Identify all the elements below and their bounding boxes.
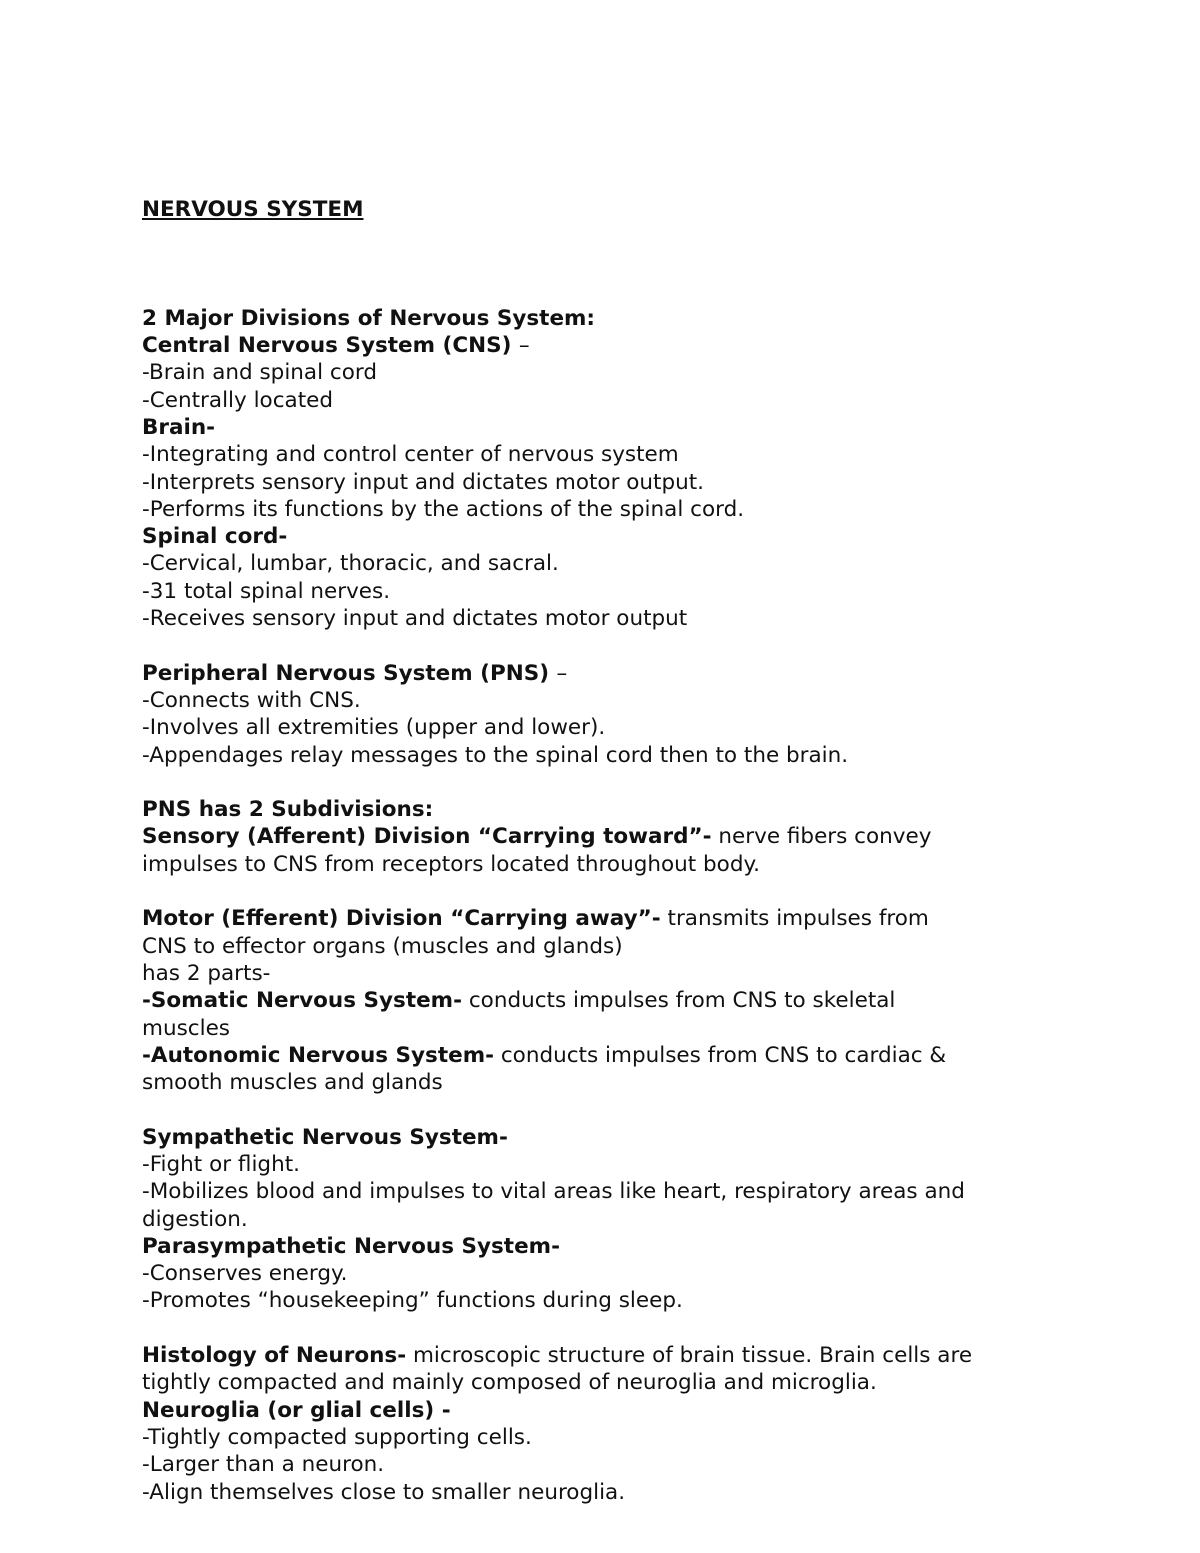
- body-text: -Interprets sensory input and dictates motor output.: [142, 469, 705, 495]
- bold-text: Parasympathetic Nervous System-: [142, 1233, 560, 1259]
- text-line: [142, 496, 1082, 523]
- text-line: [142, 1069, 1082, 1096]
- body-text: -Mobilizes blood and impulses to vital areas like heart, respiratory areas and: [142, 1179, 965, 1205]
- text-line: [142, 359, 1082, 386]
- text-line: [142, 960, 1082, 987]
- body-text: -Integrating and control center of nervous system: [142, 442, 679, 468]
- body-text: -Larger than a neuron.: [142, 1452, 385, 1478]
- blank-line: [142, 769, 1082, 796]
- text-line: [142, 1451, 1082, 1478]
- bold-text: Sensory (Afferent) Division “Carrying toward”-: [142, 824, 712, 850]
- text-line: [142, 1369, 1082, 1396]
- bold-text: Central Nervous System (CNS): [142, 333, 519, 359]
- bold-text: Brain-: [142, 414, 216, 440]
- body-text: -31 total spinal nerves.: [142, 578, 391, 604]
- bold-text: -Somatic Nervous System-: [142, 988, 463, 1014]
- text-line: [142, 1151, 1082, 1178]
- text-line: [142, 441, 1082, 468]
- text-line: [142, 1424, 1082, 1451]
- body-text: -Cervical, lumbar, thoracic, and sacral.: [142, 551, 559, 577]
- text-line: [142, 578, 1082, 605]
- bold-text: Histology of Neurons-: [142, 1343, 407, 1369]
- body-text: -Performs its functions by the actions of the spinal cord.: [142, 496, 745, 522]
- text-line: [142, 933, 1082, 960]
- text-line: [142, 1178, 1082, 1205]
- bold-text: PNS has 2 Subdivisions:: [142, 797, 434, 823]
- body-text: -Brain and spinal cord: [142, 360, 377, 386]
- bold-text: Motor (Efferent) Division “Carrying away”-: [142, 906, 661, 932]
- document-body: [142, 277, 1082, 1505]
- text-line: [142, 1397, 1082, 1424]
- blank-line: [142, 277, 1082, 304]
- body-text: -Align themselves close to smaller neuroglia.: [142, 1479, 626, 1505]
- text-line: [142, 1479, 1082, 1506]
- text-line: [142, 550, 1082, 577]
- bold-text: Spinal cord-: [142, 524, 288, 550]
- text-line: [142, 905, 1082, 932]
- blank-line: [142, 1315, 1082, 1342]
- text-line: [142, 605, 1082, 632]
- text-line: [142, 1342, 1082, 1369]
- text-line: [142, 387, 1082, 414]
- body-text: –: [556, 660, 568, 686]
- text-line: [142, 796, 1082, 823]
- body-text: -Connects with CNS.: [142, 687, 361, 713]
- document-page: [142, 141, 1082, 1533]
- text-line: [142, 523, 1082, 550]
- text-line: [142, 1124, 1082, 1151]
- text-line: [142, 1015, 1082, 1042]
- body-text: tightly compacted and mainly composed of neuroglia and microglia.: [142, 1370, 877, 1396]
- text-line: [142, 305, 1082, 332]
- text-line: [142, 987, 1082, 1014]
- bold-text: Peripheral Nervous System (PNS): [142, 660, 557, 686]
- body-text: impulses to CNS from receptors located throughout body.: [142, 851, 760, 877]
- body-text: -Receives sensory input and dictates motor output: [142, 606, 688, 632]
- body-text: muscles: [142, 1015, 230, 1041]
- body-text: -Involves all extremities (upper and lower).: [142, 715, 606, 741]
- text-line: [142, 687, 1082, 714]
- text-line: [142, 851, 1082, 878]
- body-text: digestion.: [142, 1206, 248, 1232]
- body-text: microscopic structure of brain tissue. Brain cells are: [406, 1343, 973, 1369]
- body-text: transmits impulses from: [660, 906, 929, 932]
- blank-line: [142, 1096, 1082, 1123]
- text-line: [142, 1260, 1082, 1287]
- text-line: [142, 714, 1082, 741]
- body-text: conducts impulses from CNS to skeletal: [462, 988, 896, 1014]
- bold-text: -Autonomic Nervous System-: [142, 1042, 495, 1068]
- body-text: -Fight or flight.: [142, 1151, 300, 1177]
- text-line: [142, 1206, 1082, 1233]
- body-text: conducts impulses from CNS to cardiac &: [494, 1042, 947, 1068]
- text-line: [142, 1233, 1082, 1260]
- text-line: [142, 469, 1082, 496]
- text-line: [142, 414, 1082, 441]
- body-text: –: [518, 333, 530, 359]
- text-line: [142, 823, 1082, 850]
- body-text: nerve fibers convey: [711, 824, 932, 850]
- body-text: -Centrally located: [142, 387, 334, 413]
- body-text: smooth muscles and glands: [142, 1070, 443, 1096]
- body-text: -Promotes “housekeeping” functions during sleep.: [142, 1288, 683, 1314]
- body-text: has 2 parts-: [142, 960, 271, 986]
- document-title: NERVOUS SYSTEM: [142, 196, 364, 222]
- text-line: [142, 332, 1082, 359]
- text-line: [142, 660, 1082, 687]
- body-text: -Tightly compacted supporting cells.: [142, 1424, 532, 1450]
- body-text: CNS to effector organs (muscles and glands): [142, 933, 623, 959]
- body-text: -Conserves energy.: [142, 1261, 348, 1287]
- bold-text: Neuroglia (or glial cells) -: [142, 1397, 451, 1423]
- blank-line: [142, 878, 1082, 905]
- text-line: [142, 742, 1082, 769]
- bold-text: Sympathetic Nervous System-: [142, 1124, 508, 1150]
- bold-text: 2 Major Divisions of Nervous System:: [142, 305, 596, 331]
- blank-line: [142, 632, 1082, 659]
- text-line: [142, 1042, 1082, 1069]
- body-text: -Appendages relay messages to the spinal cord then to the brain.: [142, 742, 849, 768]
- text-line: [142, 1287, 1082, 1314]
